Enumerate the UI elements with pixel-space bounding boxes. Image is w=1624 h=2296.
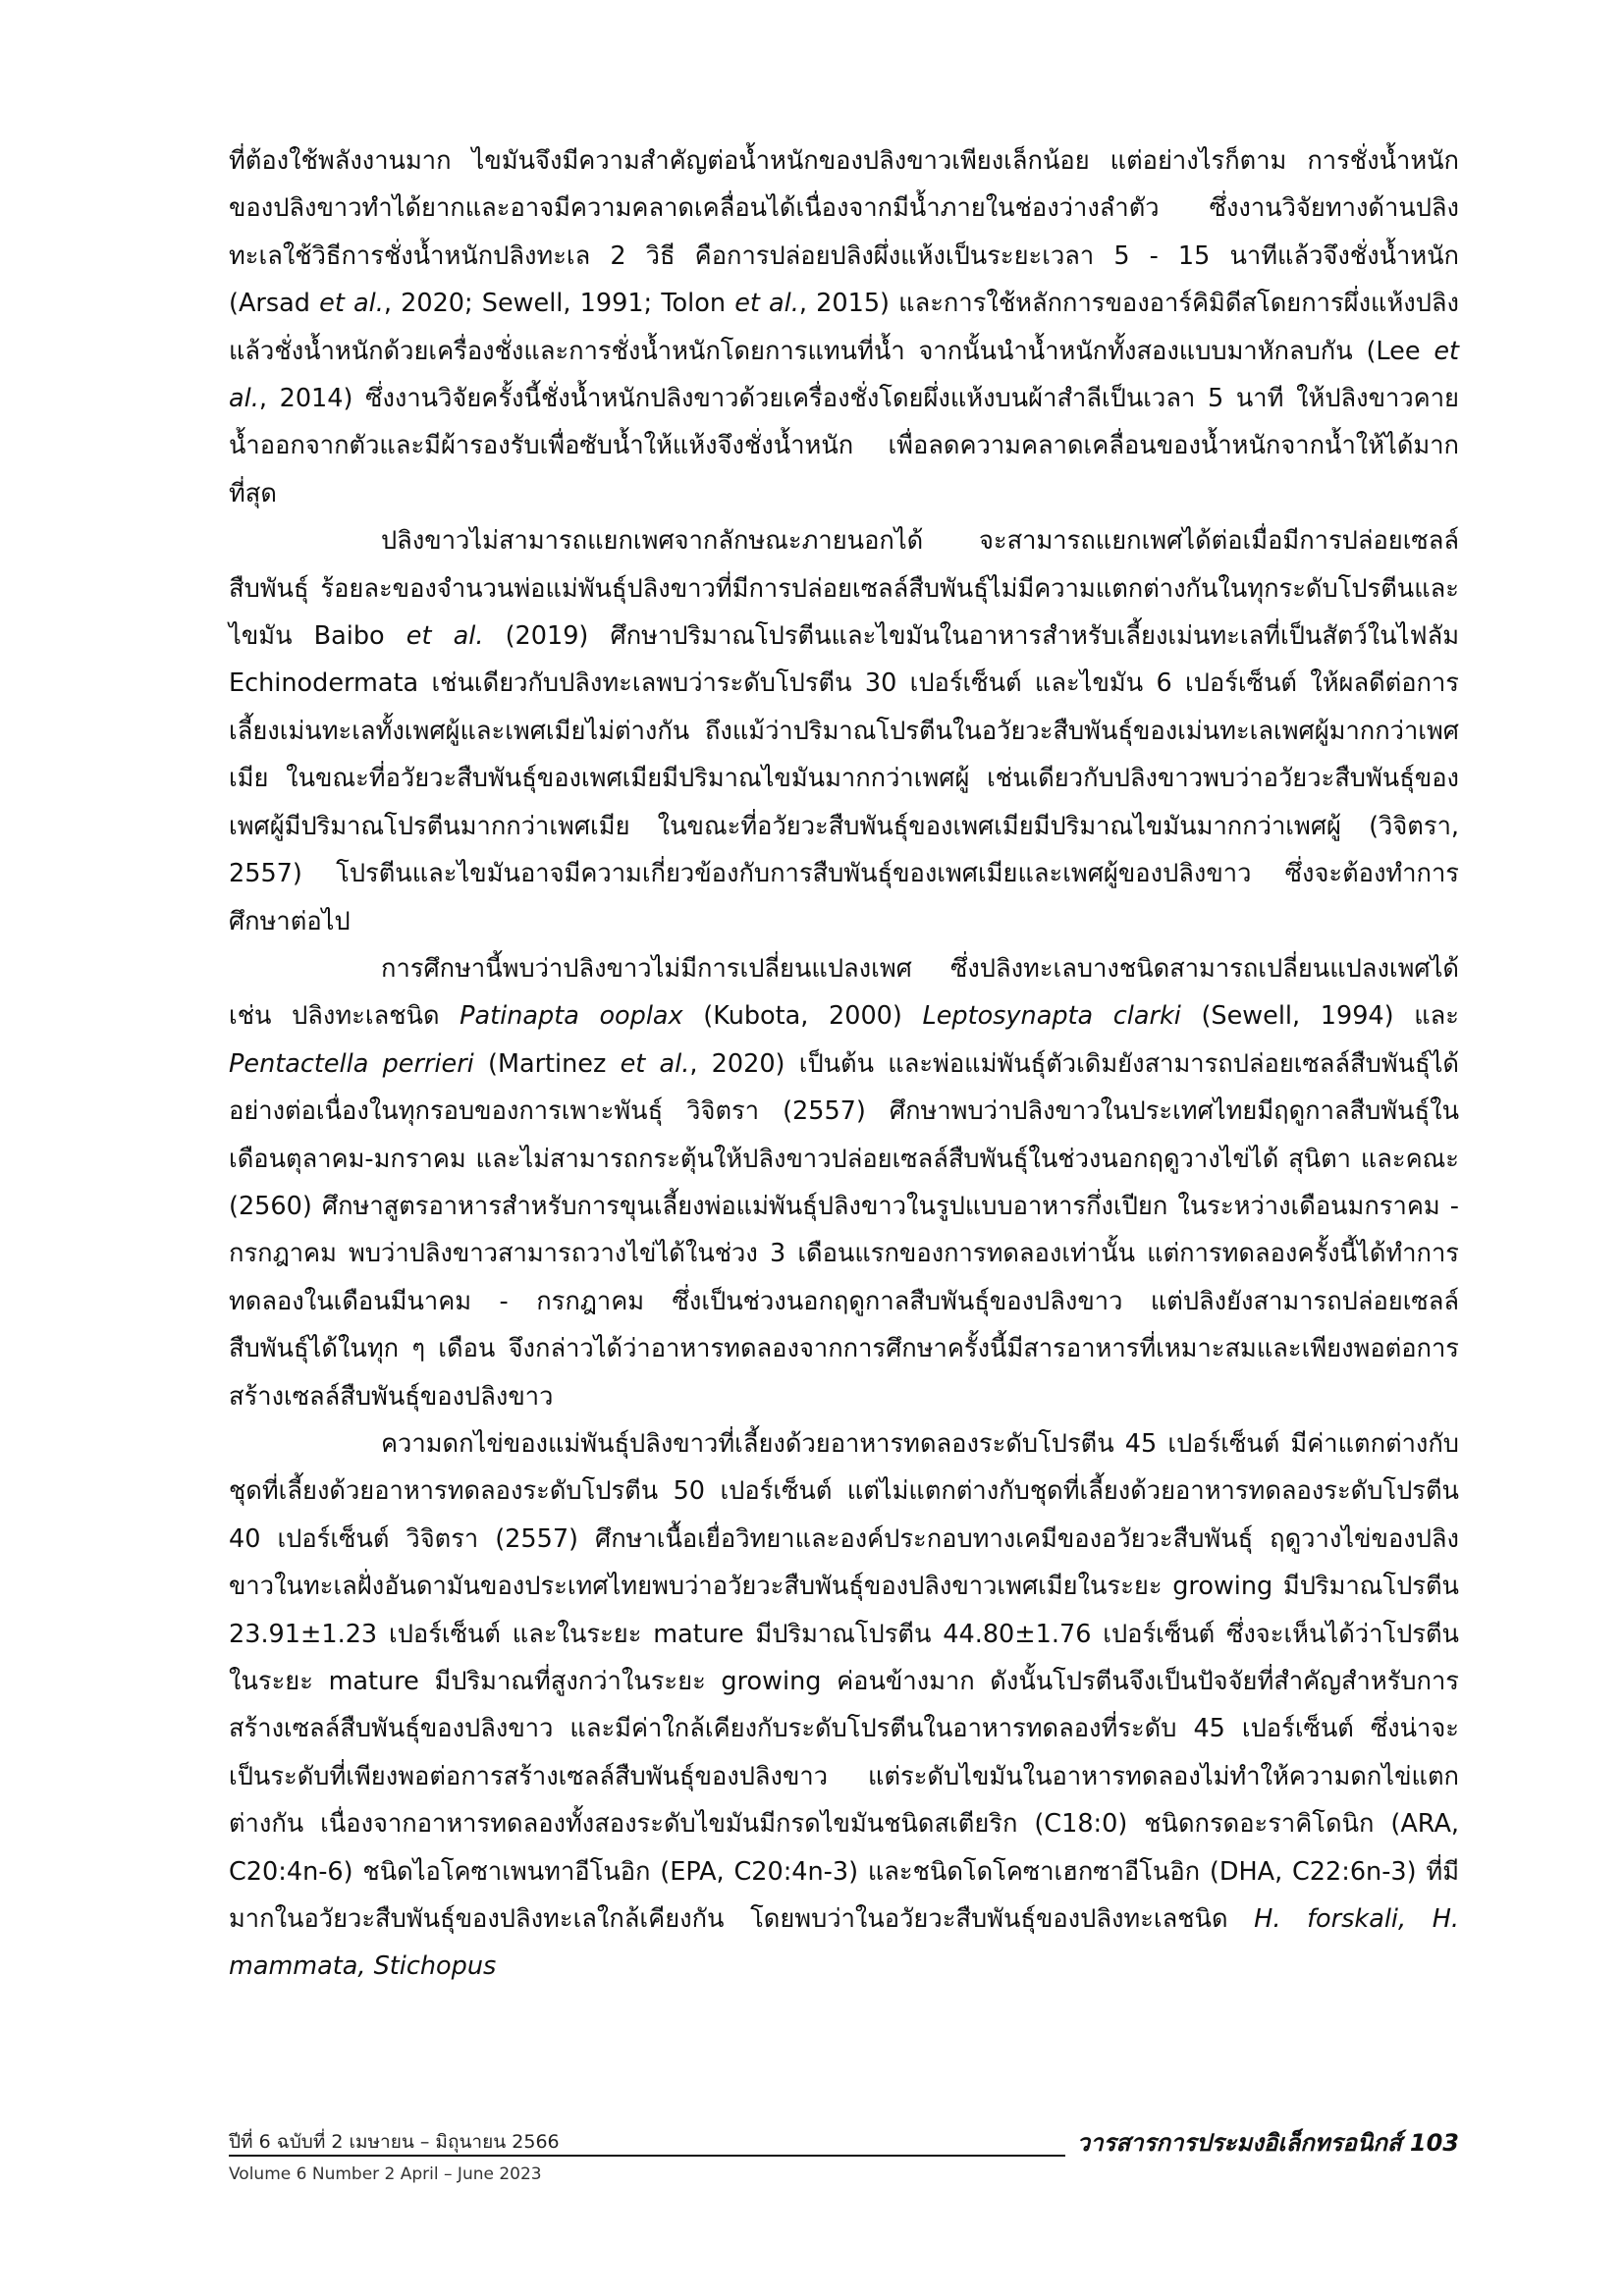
footer-issue-thai: ปีที่ 6 ฉบับที่ 2 เมษายน – มิถุนายน 2566 [229,2131,560,2153]
body-paragraph [229,945,1459,1420]
text-run: การศึกษานี้พบว่าปลิงขาวไม่มีการเปลี่ยนแปลงเพศ ซึ่งปลิงทะเลบางชนิดสามารถเปลี่ยนแปลงเพศได้ เช่น ปลิงทะเลชนิด [229,953,1459,1032]
text-run: , 2015) และการใช้หลักการของอาร์คิมิดีสโดยการผึ่งแห้งปลิงแล้วชั่งน้ำหนักด้วยเครื่องชั่งและการชั่งน้ำหนักโดยการแทนที่น้ำ จากนั้นนำน้ำหนักทั้งสองแบบมาหักลบกัน (Lee [229,289,1459,366]
text-run: ปลิงขาวไม่สามารถแยกเพศจากลักษณะภายนอกได้ จะสามารถแยกเพศได้ต่อเมื่อมีการปล่อยเซลล์สืบพันธุ์ ร้อยละของจำนวนพ่อแม่พันธุ์ปลิงขาวที่มีการปล่อยเซลล์สืบพันธุ์ไม่มีความแตกต่างกันในทุกระดับโปรตีนและไขมัน Baibo [229,526,1459,652]
italic-term: et al. [620,1048,690,1079]
text-run: , 2020; Sewell, 1991; Tolon [383,289,735,319]
article-body [229,137,1459,1991]
text-run: (2019) ศึกษาปริมาณโปรตีนและไขมันในอาหารสำหรับเลี้ยงเม่นทะเลที่เป็นสัตว์ในไฟลัม Echinodermata เช่นเดียวกับปลิงทะเลพบว่าระดับโปรตีน 30 เปอร์เซ็นต์ และไขมัน 6 เปอร์เซ็นต์ ให้ผลดีต่อการเลี้ยงเม่นทะเลทั้งเพศผู้และเพศเมียไม่ต่างกัน ถึงแม้ว่าปริมาณโปรตีนในอวัยวะสืบพันธุ์ของเม่นทะเลเพศผู้มากกว่าเพศเมีย ในขณะที่อวัยวะสืบพันธุ์ของเพศเมียมีปริมาณไขมันมากกว่าเพศผู้ เช่นเดียวกับปลิงขาวพบว่าอวัยวะสืบพันธุ์ของเพศผู้มีปริมาณโปรตีนมากกว่าเพศเมีย ในขณะที่อวัยวะสืบพันธุ์ของเพศเมียมีปริมาณไขมันมากกว่าเพศผู้ (วิจิตรา, 2557) โปรตีนและไขมันอาจมีความเกี่ยวข้องกับการสืบพันธุ์ของเพศเมียและเพศผู้ของปลิงขาว ซึ่งจะต้องทำการศึกษาต่อไป [229,621,1460,936]
italic-term: Leptosynapta clarki [922,1001,1181,1032]
text-run: (Martinez [473,1048,621,1079]
body-paragraph [229,517,1459,945]
text-run: (Kubota, 2000) [682,1001,923,1032]
text-run: , 2020) เป็นต้น และพ่อแม่พันธุ์ตัวเดิมยังสามารถปล่อยเซลล์สืบพันธุ์ได้อย่างต่อเนื่องในทุกรอบของการเพาะพันธุ์ วิจิตรา (2557) ศึกษาพบว่าปลิงขาวในประเทศไทยมีฤดูกาลสืบพันธุ์ในเดือนตุลาคม-มกราคม และไม่สามารถกระตุ้นให้ปลิงขาวปล่อยเซลล์สืบพันธุ์ในช่วงนอกฤดูวางไข่ได้ สุนิตา และคณะ (2560) ศึกษาสูตรอาหารสำหรับการขุนเลี้ยงพ่อแม่พันธุ์ปลิงขาวในรูปแบบอาหารกึ่งเปียก ในระหว่างเดือนมกราคม - กรกฎาคม พบว่าปลิงขาวสามารถวางไข่ได้ในช่วง 3 เดือนแรกของการทดลองเท่านั้น แต่การทดลองครั้งนี้ได้ทำการทดลองในเดือนมีนาคม - กรกฎาคม ซึ่งเป็นช่วงนอกฤดูกาลสืบพันธุ์ของปลิงขาว แต่ปลิงยังสามารถปล่อยเซลล์สืบพันธุ์ได้ในทุก ๆ เดือน จึงกล่าวได้ว่าอาหารทดลองจากการศึกษาครั้งนี้มีสารอาหารที่เหมาะสมและเพียงพอต่อการสร้างเซลล์สืบพันธุ์ของปลิงขาว [229,1048,1459,1412]
text-run: , 2014) ซึ่งงานวิจัยครั้งนี้ชั่งน้ำหนักปลิงขาวด้วยเครื่องชั่งโดยผึ่งแห้งบนผ้าสำลีเป็นเวลา 5 นาที ให้ปลิงขาวคายน้ำออกจากตัวและมีผ้ารองรับเพื่อซับน้ำให้แห้งจึงชั่งน้ำหนัก เพื่อลดความคลาดเคลื่อนของน้ำหนักจากน้ำให้ได้มากที่สุด [229,384,1459,508]
text-run: ความดกไข่ของแม่พันธุ์ปลิงขาวที่เลี้ยงด้วยอาหารทดลองระดับโปรตีน 45 เปอร์เซ็นต์ มีค่าแตกต่างกับชุดที่เลี้ยงด้วยอาหารทดลองระดับโปรตีน 50 เปอร์เซ็นต์ แต่ไม่แตกต่างกับชุดที่เลี้ยงด้วยอาหารทดลองระดับโปรตีน 40 เปอร์เซ็นต์ วิจิตรา (2557) ศึกษาเนื้อเยื่อวิทยาและองค์ประกอบทางเคมีของอวัยวะสืบพันธุ์ ฤดูวางไข่ของปลิงขาวในทะเลฝั่งอันดามันของประเทศไทยพบว่าอวัยวะสืบพันธุ์ของปลิงขาวเพศเมียในระยะ growing มีปริมาณโปรตีน 23.91±1.23 เปอร์เซ็นต์ และในระยะ mature มีปริมาณโปรตีน 44.80±1.76 เปอร์เซ็นต์ ซึ่งจะเห็นได้ว่าโปรตีนในระยะ mature มีปริมาณที่สูงกว่าในระยะ growing ค่อนข้างมาก ดังนั้นโปรตีนจึงเป็นปัจจัยที่สำคัญสำหรับการสร้างเซลล์สืบพันธุ์ของปลิงขาว และมีค่าใกล้เคียงกับระดับโปรตีนในอาหารทดลองที่ระดับ 45 เปอร์เซ็นต์ ซึ่งน่าจะเป็นระดับที่เพียงพอต่อการสร้างเซลล์สืบพันธุ์ของปลิงขาว แต่ระดับไขมันในอาหารทดลองไม่ทำให้ความดกไข่แตกต่างกัน เนื่องจากอาหารทดลองทั้งสองระดับไขมันมีกรดไขมันชนิดสเตียริก (C18:0) ชนิดกรดอะราคิโดนิก (ARA, C20:4n-6) ชนิดไอโคซาเพนทาอีโนอิก (EPA, C20:4n-3) และชนิดโดโคซาเฮกซาอีโนอิก (DHA, C22:6n-3) ที่มีมากในอวัยวะสืบพันธุ์ของปลิงทะเลใกล้เคียงกัน โดยพบว่าในอวัยวะสืบพันธุ์ของปลิงทะเลชนิด [229,1428,1459,1935]
italic-term: et al. [229,336,1459,414]
text-run: (Sewell, 1994) และ [1180,1001,1459,1032]
body-paragraph [229,1420,1459,1991]
body-paragraph [229,137,1459,517]
text-run: ที่ต้องใช้พลังงานมาก ไขมันจึงมีความสำคัญต่อน้ำหนักของปลิงขาวเพียงเล็กน้อย แต่อย่างไรก็ตาม การชั่งน้ำหนักของปลิงขาวทำได้ยากและอาจมีความคลาดเคลื่อนได้เนื่องจากมีน้ำภายในช่องว่างลำตัว ซึ่งงานวิจัยทางด้านปลิงทะเลใช้วิธีการชั่งน้ำหนักปลิงทะเล 2 วิธี คือการปล่อยปลิงผึ่งแห้งเป็นระยะเวลา 5 - 15 นาทีแล้วจึงชั่งน้ำหนัก (Arsad [229,146,1459,319]
italic-term: Patinapta ooplax [460,1001,683,1032]
italic-term: H. forskali, H. mammata, Stichopus [229,1904,1459,1982]
italic-term: et al. [734,289,799,319]
italic-term: et al. [319,289,384,319]
italic-term: et al. [406,621,484,652]
footer-journal-page: วารสารการประมงอิเล็กทรอนิกส์ 103 [1065,2123,1459,2162]
footer-issue-english: Volume 6 Number 2 April – June 2023 [229,2164,542,2184]
italic-term: Pentactella perrieri [229,1048,474,1079]
